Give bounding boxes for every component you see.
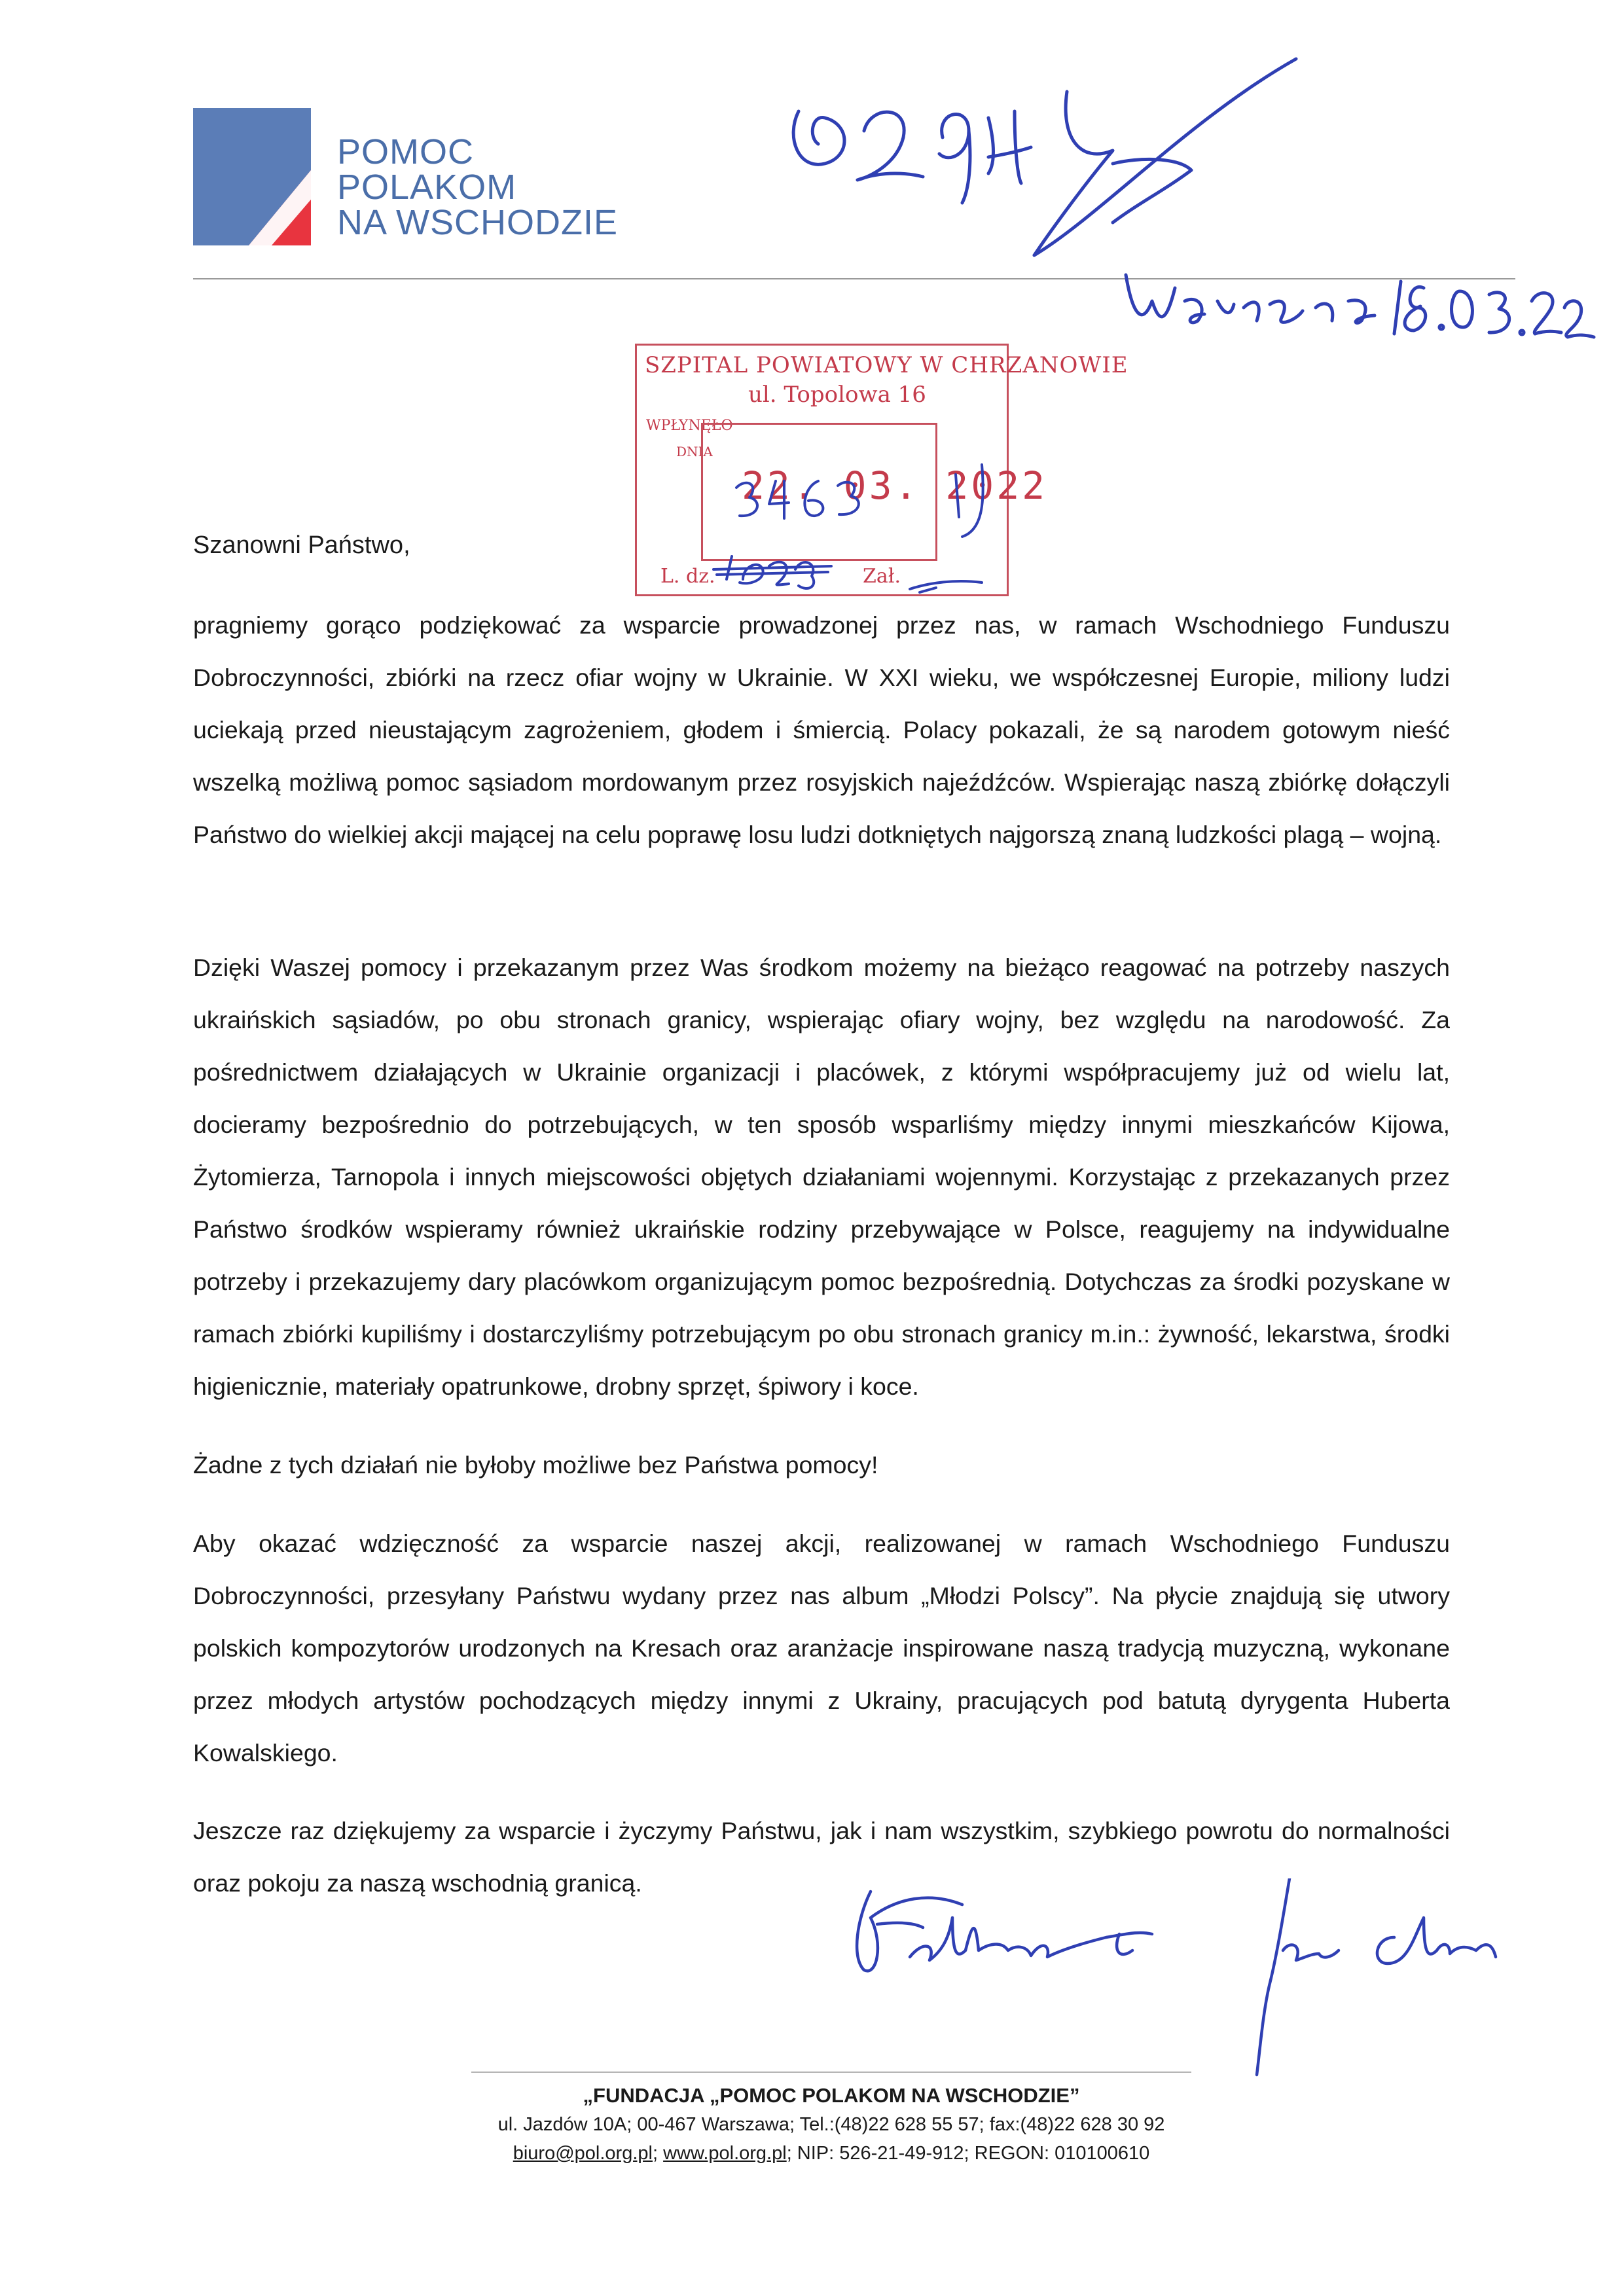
logo-text — [337, 134, 618, 240]
salutation: Szanowni Państwo, — [193, 531, 410, 559]
paragraph-album: Aby okazać wdzięczność za wsparcie naszej akcji, realizowanej w ramach Wschodniego Funduszu Dobroczynności, przesyłany Państwu wydany przez nas album „Młodzi Polscy”. Na płycie znajdują się utwory polskich kompozytorów urodzonych na Kresach oraz aranżacje inspirowane naszą tradycją muzyczną, wykonane przez młodych artystów pochodzących między innymi z Ukrainy, pracujących pod batutą dyrygenta Huberta Kowalskiego. — [193, 1530, 1450, 1767]
footer-address: ul. Jazdów 10A; 00-467 Warszawa; Tel.:(48)22 628 55 57; fax:(48)22 628 30 92 — [497, 2114, 1165, 2135]
footer — [393, 2081, 1270, 2168]
footer-divider — [471, 2072, 1191, 2073]
stamp-day-label: DNIA — [676, 444, 713, 459]
footer-registry: ; NIP: 526-21-49-912; REGON: 010100610 — [786, 2143, 1150, 2164]
stamp-handwritten-entries — [628, 340, 1128, 602]
logo-line-2: POLAKOM — [337, 168, 517, 207]
stamp-received-label: WPŁYNĘŁO — [646, 418, 733, 434]
signatures — [831, 1878, 1564, 2088]
footer-separator: ; — [652, 2143, 664, 2164]
stamp-street: ul. Topolowa 16 — [748, 382, 926, 408]
stamp-hospital-name: SZPITAL POWIATOWY W CHRZANOWIE — [645, 352, 1128, 378]
logo-line-1: POMOC — [337, 132, 475, 171]
stamp-ldz-label: L. dz. — [660, 565, 715, 588]
paragraph-intro: pragniemy gorąco podziękować za wsparcie prowadzonej przez nas, w ramach Wschodniego Funduszu Dobroczynności, zbiórki na rzecz ofiar wojny w Ukrainie. W XXI wieku, we współczesnej Europie, miliony ludzi uciekają przed nieustającym zagrożeniem, głodem i śmiercią. Polacy pokazali, że są narodem gotowym nieść wszelką możliwą pomoc sąsiadom mordowanym przez rosyjskich najeźdźców. Wspierając naszą zbiórkę dołączyli Państwo do wielkiej akcji mającej na celu poprawę losu ludzi dotkniętych najgorszą znaną ludzkości plagą – wojną. — [193, 611, 1450, 848]
footer-website-link[interactable]: www.pol.org.pl — [663, 2143, 787, 2164]
logo-mark — [193, 108, 311, 245]
footer-email-link[interactable]: biuro@pol.org.pl — [513, 2143, 653, 2164]
logo-line-3: NA WSCHODZIE — [337, 203, 619, 242]
paragraph-statement: Żadne z tych działań nie byłoby możliwe bez Państwa pomocy! — [193, 1451, 878, 1479]
paragraph-help: Dzięki Waszej pomocy i przekazanym przez Was środkom możemy na bieżąco reagować na potrzeby naszych ukraińskich sąsiadów, po obu stronach granicy, wspierając ofiary wojny, bez względu na narodowość. Za pośrednictwem działających w Ukrainie organizacji i placówek, z którymi współpracujemy już od wielu lat, docieramy bezpośrednio do potrzebujących, w ten sposób wsparliśmy między innymi mieszkańców Kijowa, Żytomierza, Tarnopola i innych miejscowości objętych działaniami wojennymi. Korzystając z przekazanych przez Państwo środków wspieramy również ukraińskie rodziny przebywające w Polsce, reagujemy na indywidualne potrzeby i przekazujemy dary placówkom organizującym pomoc bezpośrednią. Dotychczas za środki pozyskane w ramach zbiórki kupiliśmy i dostarczyliśmy potrzebującym po obu stronach granicy m.in.: żywność, lekarstwa, środki higienicznie, materiały opatrunkowe, drobny sprzęt, śpiwory i koce. — [193, 954, 1450, 1400]
stamp-zal-label: Zał. — [863, 565, 901, 588]
footer-organization: „FUNDACJA „POMOC POLAKOM NA WSCHODZIE” — [583, 2084, 1080, 2107]
stamp-date: 22. 03. 2022 — [742, 463, 1048, 508]
paragraph-closing: Jeszcze raz dziękujemy za wsparcie i życzymy Państwu, jak i nam wszystkim, szybkiego powrotu do normalności oraz pokoju za naszą wschodnią granicą. — [193, 1817, 1450, 1897]
footer-contact — [393, 2139, 1270, 2168]
